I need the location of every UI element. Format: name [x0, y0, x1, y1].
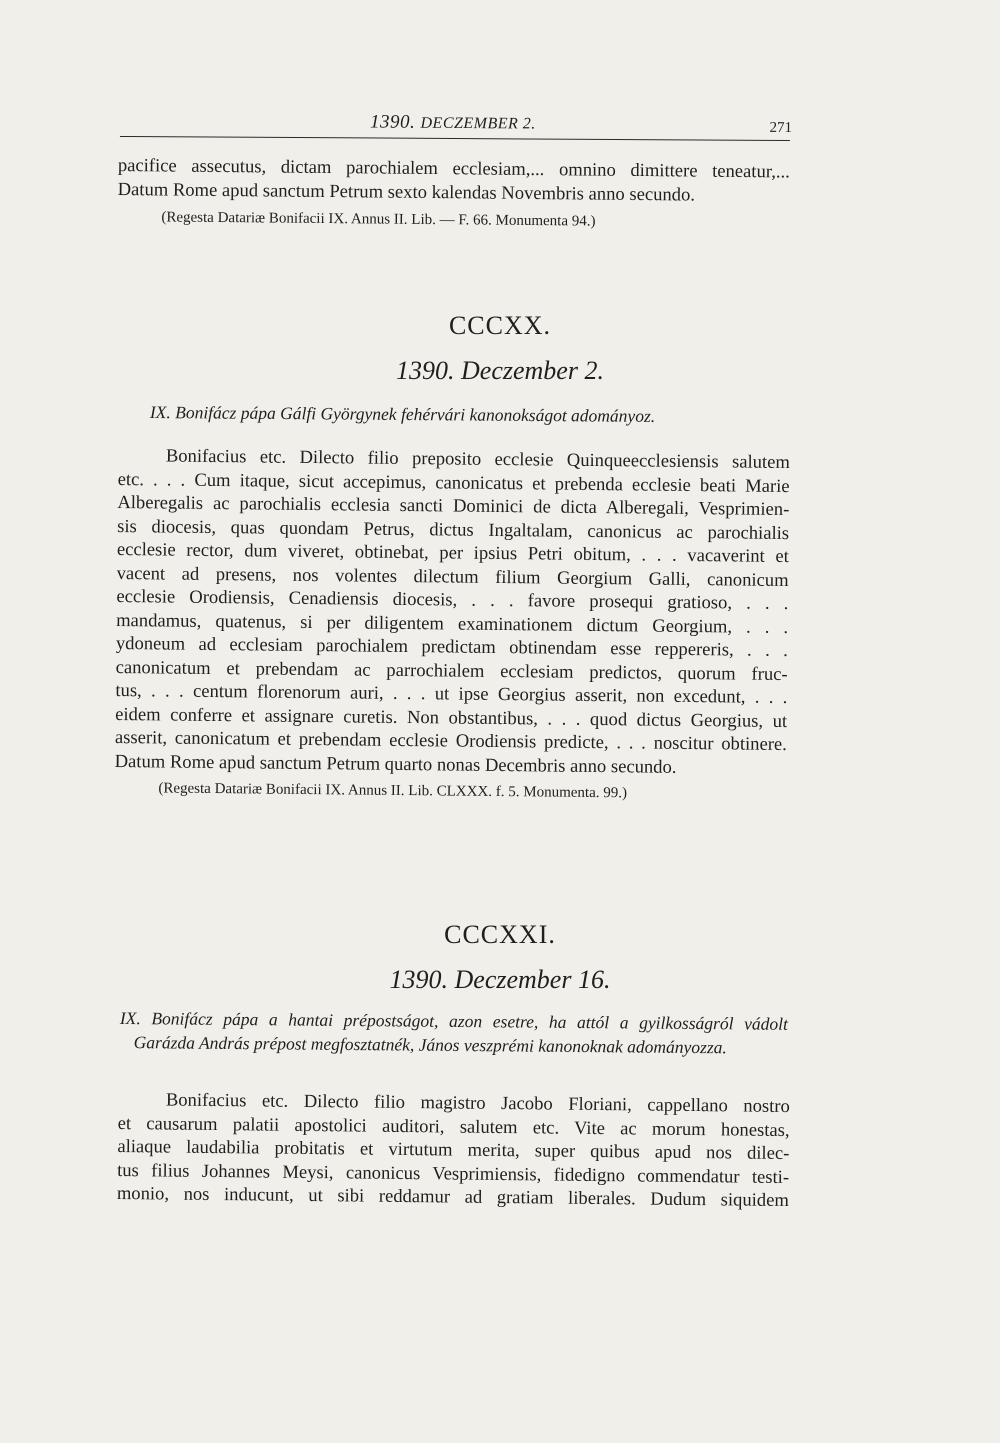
- running-head-year: 1390.: [369, 111, 416, 133]
- body-line: asserit, canonicatum et prebendam ecclesie Orodiensis predicte, . . . noscitur obtinere.: [114, 726, 787, 756]
- body-line: ecclesie rector, dum viveret, obtinebat, per ipsius Petri obitum, . . . vacaverint et: [116, 538, 789, 568]
- body-line: vacent ad presens, nos volentes dilectum filium Georgium Galli, canonicum: [116, 562, 789, 591]
- running-head: [120, 110, 793, 141]
- body-line: aliaque laudabilia probitatis et virtutum merita, super quibus apud nos dilec-: [117, 1135, 790, 1165]
- body-line: ydoneum ad ecclesiam parochialem predictam obtinendam esse reppereris, . . .: [115, 632, 788, 662]
- body-line: sis diocesis, quas quondam Petrus, dictus Ingaltalam, canonicus ac parochialis: [117, 515, 790, 544]
- page-number: 271: [769, 119, 793, 137]
- body-line: etc. . . . Cum itaque, sicut accepimus, canonicatus et prebenda ecclesie beati Marie: [117, 468, 790, 497]
- doc-320-summary: [150, 400, 720, 428]
- doc-321-number: CCCXXI.: [444, 920, 556, 949]
- summary-line: IX. Bonifácz pápa Gálfi Györgynek fehérvári kanonokságot adományoz.: [149, 401, 656, 426]
- continuation-line: pacifice assecutus, dictam parochialem ecclesiam,... omnino dimittere teneatur,...: [117, 154, 790, 183]
- continuation-block: [117, 154, 790, 234]
- body-line: Bonifacius etc. Dilecto filio preposito ecclesie Quinqueecclesiensis salutem: [165, 445, 790, 474]
- continuation-line: Datum Rome apud sanctum Petrum sexto kalendas Novembris anno secundo.: [117, 178, 696, 206]
- doc-321-body: [117, 1088, 790, 1213]
- body-line: Alberegalis ac parochialis ecclesia sancti Dominici de dicta Alberegali, Vesprimien-: [117, 491, 790, 521]
- doc-321-date: 1390. Deczember 16.: [389, 965, 611, 994]
- body-line: Bonifacius etc. Dilecto filio magistro Jacobo Floriani, cappellano nostro: [165, 1089, 790, 1118]
- doc-321-summary: [120, 1006, 788, 1060]
- body-line: monio, nos inducunt, ut sibi reddamur ad gratiam liberales. Dudum siquidem: [116, 1182, 789, 1212]
- doc-320-source: (Regesta Datariæ Bonifacii IX. Annus II. Lib. CLXXX. f. 5. Monumenta. 99.): [158, 780, 628, 802]
- summary-line: IX. Bonifácz pápa a hantai prépostságot, azon esetre, ha attól a gyilkosságról vádolt: [119, 1007, 788, 1034]
- body-line: mandamus, quatenus, si per diligentem examinationem dictum Georgium, . . .: [116, 609, 789, 638]
- body-line: tus, . . . centum florenorum auri, . . . ut ipse Georgius asserit, non excedunt, . . .: [115, 679, 788, 709]
- body-line: canonicatum et prebendam ac parrochialem ecclesiam predictos, quorum fruc-: [115, 656, 788, 685]
- running-head-title: [370, 111, 536, 134]
- doc-320-date: 1390. Deczember 2.: [396, 356, 604, 385]
- continuation-source: (Regesta Datariæ Bonifacii IX. Annus II. Lib. — F. 66. Monumenta 94.): [161, 209, 596, 230]
- body-line: et causarum palatii apostolici auditori, salutem etc. Vite ac morum honestas,: [117, 1112, 790, 1141]
- body-line: eidem conferre et assignare curetis. Non obstantibus, . . . quod dictus Georgius, ut: [115, 703, 788, 732]
- running-head-month: DECZEMBER 2.: [420, 114, 536, 133]
- doc-320-body: [114, 444, 790, 806]
- body-line: ecclesie Orodiensis, Cenadiensis diocesis, . . . favore prosequi gratioso, . . .: [116, 585, 789, 615]
- doc-320-number: CCCXX.: [448, 311, 552, 340]
- body-line: Datum Rome apud sanctum Petrum quarto nonas Decembris anno secundo.: [114, 750, 677, 778]
- summary-line: Garázda András prépost megfosztatnék, János veszprémi kanonoknak adományozza.: [133, 1032, 727, 1058]
- body-line: tus filius Johannes Meysi, canonicus Vesprimiensis, fidedigno commendatur testi-: [117, 1159, 790, 1188]
